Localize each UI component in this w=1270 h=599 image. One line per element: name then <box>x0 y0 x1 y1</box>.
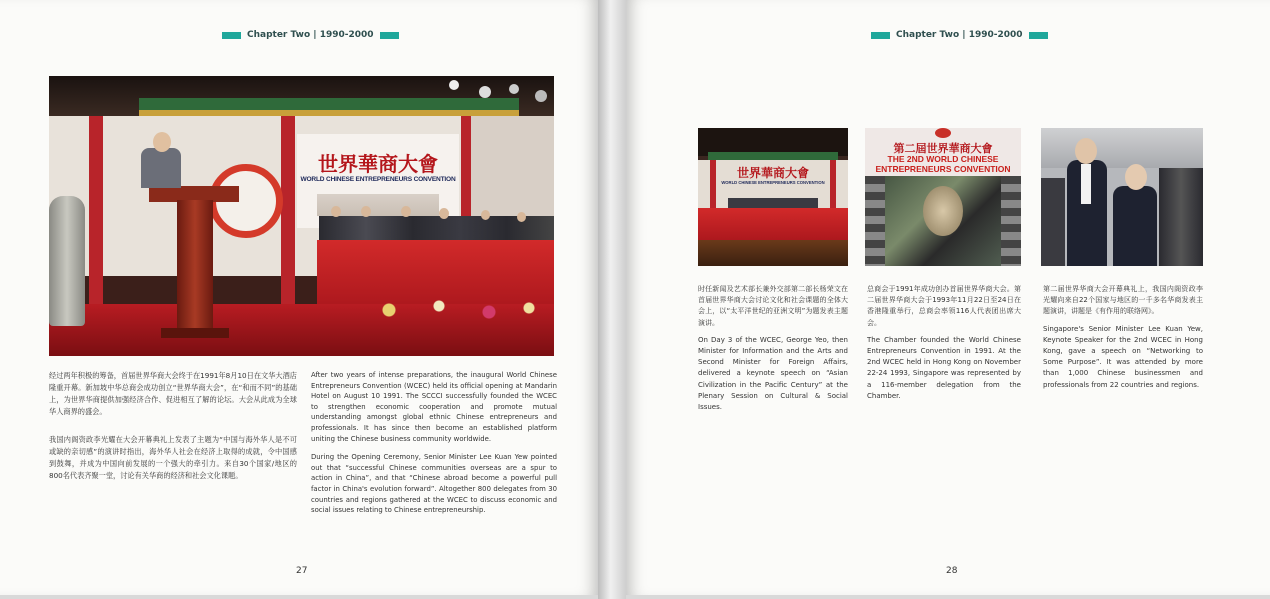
left-page <box>0 0 598 595</box>
photo-sign-english: WORLD CHINESE ENTREPRENEURS CONVENTION <box>721 180 825 185</box>
caption-1 <box>698 284 848 419</box>
header-bar-right <box>380 32 399 39</box>
header-bar-right <box>1029 32 1048 39</box>
chapter-title: Chapter Two | 1990-2000 <box>247 30 374 40</box>
caption-2-en: The Chamber founded the World Chinese Entrepreneurs Convention in 1991. At the 2nd WCEC held in Hong Kong on November 22-24 1993, Singapore was represented by a 116-member delegation from the Chamber. <box>867 335 1021 400</box>
page-number-left: 27 <box>296 566 308 576</box>
photo-sign-chinese: 世界華商大會 <box>736 166 809 180</box>
chapter-header-right <box>871 29 1048 41</box>
caption-2 <box>867 284 1021 408</box>
zh-paragraph-2: 我国内阁资政李光耀在大会开幕典礼上发表了主题为“中国与海外华人是不可或缺的亲切感”的演讲时指出，海外华人社会在经济上取得的成就，令中国感到鼓舞，并成为中国向前发展的一个强大的牵引力。来自30个国家/地区的800名代表齐聚一堂，讨论有关华商的经济和社会文化课题。 <box>49 435 297 480</box>
caption-1-zh: 时任新闻及艺术部长兼外交部第二部长杨荣文在首届世界华商大会讨论文化和社会课题的全体大会上，以“太平洋世纪的亚洲文明”为题发表主题演讲。 <box>698 285 848 327</box>
en-text-column <box>311 370 557 524</box>
second-wcec-photo <box>865 128 1021 266</box>
caption-2-zh: 总商会于1991年成功创办首届世界华商大会。第二届世界华商大会于1993年11月22日至24日在香港隆重举行，总商会率领116人代表团出席大会。 <box>867 285 1021 327</box>
en-paragraph-1: After two years of intense preparations, the inaugural World Chinese Entrepreneurs Convention (WCEC) held its official opening at Mandarin Hotel on August 10 1991. The SCCCI successfully founded the WCEC to strengthen economic cooperation and promote mutual understanding amongst global ethnic Chinese entrepreneurs and professionals. It has since then become an established platform uniting the Chinese business community worldwide. <box>311 371 557 443</box>
photo-sign-english-2: ENTREPRENEURS CONVENTION <box>875 164 1011 174</box>
caption-1-en: On Day 3 of the WCEC, George Yeo, then Minister for Information and the Arts and Second Minister for Foreign Affairs, delivered a keynote speech on “Asian Civilization in the Pacific Century” at the Plenary Session on Cultural & Social Issues. <box>698 335 848 412</box>
caption-3 <box>1043 284 1203 397</box>
header-bar-left <box>222 32 241 39</box>
header-bar-left <box>871 32 890 39</box>
chapter-title: Chapter Two | 1990-2000 <box>896 30 1023 40</box>
photo-sign-chinese: 第二屆世界華商大會 <box>893 142 993 155</box>
book-gutter <box>598 0 626 599</box>
page-number-right: 28 <box>946 566 958 576</box>
lee-kuan-yew-arrival-photo <box>1041 128 1203 266</box>
photo-sign-english: WORLD CHINESE ENTREPRENEURS CONVENTION <box>300 176 456 183</box>
chapter-header-left <box>222 29 399 41</box>
photo-sign-english-1: THE 2ND WORLD CHINESE <box>887 154 999 164</box>
convention-opening-photo <box>49 76 554 356</box>
right-page <box>626 0 1270 595</box>
plenary-session-photo <box>698 128 848 266</box>
en-paragraph-2: During the Opening Ceremony, Senior Minister Lee Kuan Yew pointed out that “successful Chinese communities overseas are a spur to action in China”, and that “Chinese abroad become a powerful pull factor in China's evolution forward”. Altogether 800 delegates from 30 countries and regions gathered at the WCEC to discuss economic and social issues relating to Chinese entrepreneurship. <box>311 453 557 515</box>
caption-3-zh: 第二届世界华商大会开幕典礼上，我国内阁资政李光耀向来自22个国家与地区的一千多名华商发表主题演讲，讲题是《有作用的联络网》。 <box>1043 285 1203 316</box>
photo-sign-chinese: 世界華商大會 <box>318 152 438 176</box>
zh-text-column <box>49 370 297 490</box>
zh-paragraph-1: 经过两年积极的筹备，首届世界华商大会终于在1991年8月10日在文华大酒店隆重开幕。新加坡中华总商会成功创立“世界华商大会”，在“和而不同”的基础上，为世界华商提供加强经济合作、促进相互了解的论坛。大会从此成为全球华人商界的盛会。 <box>49 371 297 416</box>
caption-3-en: Singapore's Senior Minister Lee Kuan Yew, Keynote Speaker for the 2nd WCEC in Hong Kong, gave a speech on “Networking to Some Purpose”. It was attended by more than 1,000 Chinese businessmen and professionals from 22 countries and regions. <box>1043 324 1203 389</box>
